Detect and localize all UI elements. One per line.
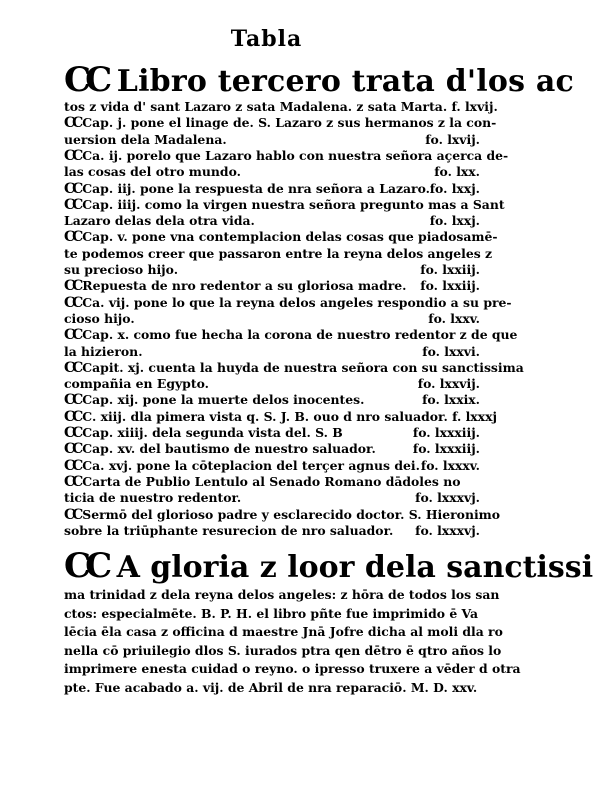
colophon-heading-text: A gloria z loor dela sanctissi bbox=[116, 550, 593, 585]
pilcrow-mark: C bbox=[64, 546, 86, 586]
toc-entry-text: te podemos creer que passaron entre la reyna delos angeles z bbox=[64, 245, 493, 261]
folio-reference: fo. lxx. bbox=[434, 164, 480, 180]
toc-entry-text: su precioso hijo. bbox=[64, 262, 179, 277]
pilcrow-mark: CC bbox=[64, 327, 81, 344]
toc-entry-text: Lazaro delas dela otra vida. bbox=[64, 213, 255, 229]
folio-reference: fo. lxxiij. bbox=[420, 278, 480, 294]
toc-entry-text: CC Capit. xj. cuenta la huyda de nuestra señora con su sanctissima bbox=[64, 359, 524, 376]
colophon-line: lēcia ēla casa z officina d maestre Jnā Jofre dicha al moli dla ro bbox=[64, 624, 503, 639]
toc-entry-text: ticia de nuestro redentor. bbox=[64, 490, 242, 506]
toc-line bbox=[64, 310, 500, 327]
toc-entry-text: CC C. xiij. dla pimera vista q. S. J. B. ouo d nro saluador. f. lxxxj bbox=[64, 408, 497, 425]
folio-reference: fo. lxxvi. bbox=[422, 343, 480, 359]
toc-entry-text: CC Cap. iiij. como la virgen nuestra señora pregunto mas a Sant bbox=[64, 196, 505, 213]
toc-line bbox=[64, 457, 500, 474]
pilcrow-mark: CC bbox=[64, 196, 81, 213]
pilcrow-mark: CC bbox=[64, 180, 81, 197]
toc-line bbox=[64, 489, 500, 506]
toc-line bbox=[64, 506, 500, 523]
toc-entry-text: CC Cap. xij. pone la muerte delos inocentes. bbox=[64, 392, 365, 409]
toc-line bbox=[64, 522, 500, 539]
pilcrow-mark: C bbox=[85, 546, 107, 586]
toc-entry-text: la hizieron. bbox=[64, 343, 143, 359]
toc-line bbox=[64, 180, 500, 197]
folio-reference: fo. lxxix. bbox=[422, 392, 480, 408]
toc-entry-text: CC Ca. ij. porelo que Lazaro hablo con nuestra señora açerca de- bbox=[64, 147, 509, 164]
colophon-line: pte. Fue acabado a. vij. de Abril de nra reparaciō. M. D. xxv. bbox=[64, 679, 478, 695]
toc-line bbox=[64, 277, 500, 294]
toc-line bbox=[64, 424, 500, 441]
pilcrow-mark: CC bbox=[64, 294, 81, 311]
folio-reference: fo. lxxv. bbox=[428, 310, 480, 326]
toc-entry-text: tos z vida d' sant Lazaro z sata Madalena. z sata Marta. f. lxvij. bbox=[64, 99, 498, 114]
toc-line bbox=[64, 228, 500, 245]
pilcrow-mark: CC bbox=[64, 473, 81, 490]
toc-line bbox=[64, 261, 500, 278]
toc-line bbox=[64, 98, 500, 115]
toc-entry-text: CC Repuesta de nro redentor a su gloriosa madre. bbox=[64, 278, 407, 295]
toc-entry-text: CC Cap. x. como fue hecha la corona de nuestro redentor z de que bbox=[64, 327, 518, 344]
running-head: Tabla bbox=[230, 26, 303, 52]
toc-entry-text: CC Cap. v. pone vna contemplacion delas cosas que piadosamē- bbox=[64, 229, 498, 246]
pilcrow-mark: CC bbox=[64, 115, 81, 132]
toc-entry-text: CC Carta de Publio Lentulo al Senado Romano dādoles no bbox=[64, 473, 461, 490]
toc-entry-text: CC Cap. xiiij. dela segunda vista del. S. B bbox=[64, 425, 343, 441]
pilcrow-mark: CC bbox=[64, 408, 81, 425]
folio-reference: fo. lxxxv. bbox=[420, 457, 480, 473]
toc-entry-text: CC Cap. xv. del bautismo de nuestro saluador. bbox=[64, 441, 376, 458]
folio-reference: fo. lxxj. bbox=[429, 213, 480, 229]
folio-reference: fo. lxvij. bbox=[425, 131, 480, 147]
toc-entry-text: CC Ca. vij. pone lo que la reyna delos angeles respondio a su pre- bbox=[64, 294, 512, 311]
toc-line bbox=[64, 375, 500, 392]
pilcrow-mark: CC bbox=[64, 441, 81, 458]
toc-entry-text: CC Cap. j. pone el linage de. S. Lazaro z sus hermanos z la con- bbox=[64, 115, 497, 132]
toc-entry-text: CC Sermō del glorioso padre y esclarecido doctor. S. Hieronimo bbox=[64, 506, 501, 523]
pilcrow-mark: CC bbox=[64, 392, 81, 409]
folio-reference: fo. lxxxiij. bbox=[412, 441, 480, 457]
folio-reference: fo. lxxiij. bbox=[420, 262, 480, 277]
toc-line bbox=[64, 294, 512, 311]
toc-line bbox=[64, 196, 505, 213]
colophon-line: nella cō priuilegio dlos S. iurados ptra qen dētro ē qtro años lo bbox=[64, 642, 502, 658]
pilcrow-mark: C bbox=[64, 60, 86, 100]
folio-reference: fo. lxxvij. bbox=[417, 376, 480, 392]
pilcrow-mark: CC bbox=[64, 229, 81, 246]
toc-line bbox=[64, 147, 509, 164]
folio-reference: fo. lxxj. bbox=[429, 180, 480, 196]
colophon-line: ctos: especialmēte. B. P. H. el libro pñte fue imprimido ē Va bbox=[64, 605, 479, 621]
pilcrow-mark: C bbox=[85, 60, 107, 100]
folio-reference: fo. lxxxvj. bbox=[415, 490, 480, 506]
folio-reference: fo. lxxxvj. bbox=[415, 522, 480, 538]
pilcrow-mark: CC bbox=[64, 457, 81, 474]
section-heading-text: Libro tercero trata d'los ac bbox=[116, 64, 574, 99]
toc-line bbox=[64, 391, 500, 408]
toc-entry-text: uersion dela Madalena. bbox=[64, 131, 227, 147]
toc-entry-text: cioso hijo. bbox=[64, 310, 135, 326]
toc-line bbox=[64, 343, 500, 360]
toc-line bbox=[64, 131, 500, 148]
section-heading bbox=[64, 60, 574, 100]
toc-line bbox=[64, 408, 500, 425]
pilcrow-mark: CC bbox=[64, 278, 81, 295]
toc-line bbox=[64, 326, 518, 344]
colophon-line: ma trinidad z dela reyna delos angeles: z hōra de todos los san bbox=[64, 587, 500, 602]
colophon-line: imprimere enesta cuidad o reyno. o ipresso truxere a vēder d otra bbox=[64, 661, 521, 676]
pilcrow-mark: CC bbox=[64, 506, 81, 523]
folio-reference: fo. lxxxiij. bbox=[412, 425, 480, 440]
toc-line bbox=[64, 473, 500, 490]
toc-line bbox=[64, 440, 500, 457]
toc-entry-text: CC Cap. iij. pone la respuesta de nra señora a Lazaro. bbox=[64, 180, 430, 197]
toc-line bbox=[64, 245, 500, 262]
toc-line bbox=[64, 212, 500, 229]
pilcrow-mark: CC bbox=[64, 359, 81, 376]
pilcrow-mark: CC bbox=[64, 425, 81, 441]
toc-entry-text: las cosas del otro mundo. bbox=[64, 164, 241, 180]
pilcrow-mark: CC bbox=[64, 147, 81, 164]
toc-line bbox=[64, 359, 524, 376]
colophon-heading bbox=[64, 546, 593, 586]
toc-entry-text: compañia en Egypto. bbox=[64, 376, 209, 392]
toc-entry-text: CC Ca. xvj. pone la cōteplacion del terçer agnus dei. bbox=[64, 457, 420, 474]
toc-entry-text: sobre la triūphante resurecion de nro saluador. bbox=[64, 522, 394, 538]
toc-line bbox=[64, 114, 500, 131]
toc-line bbox=[64, 163, 500, 180]
